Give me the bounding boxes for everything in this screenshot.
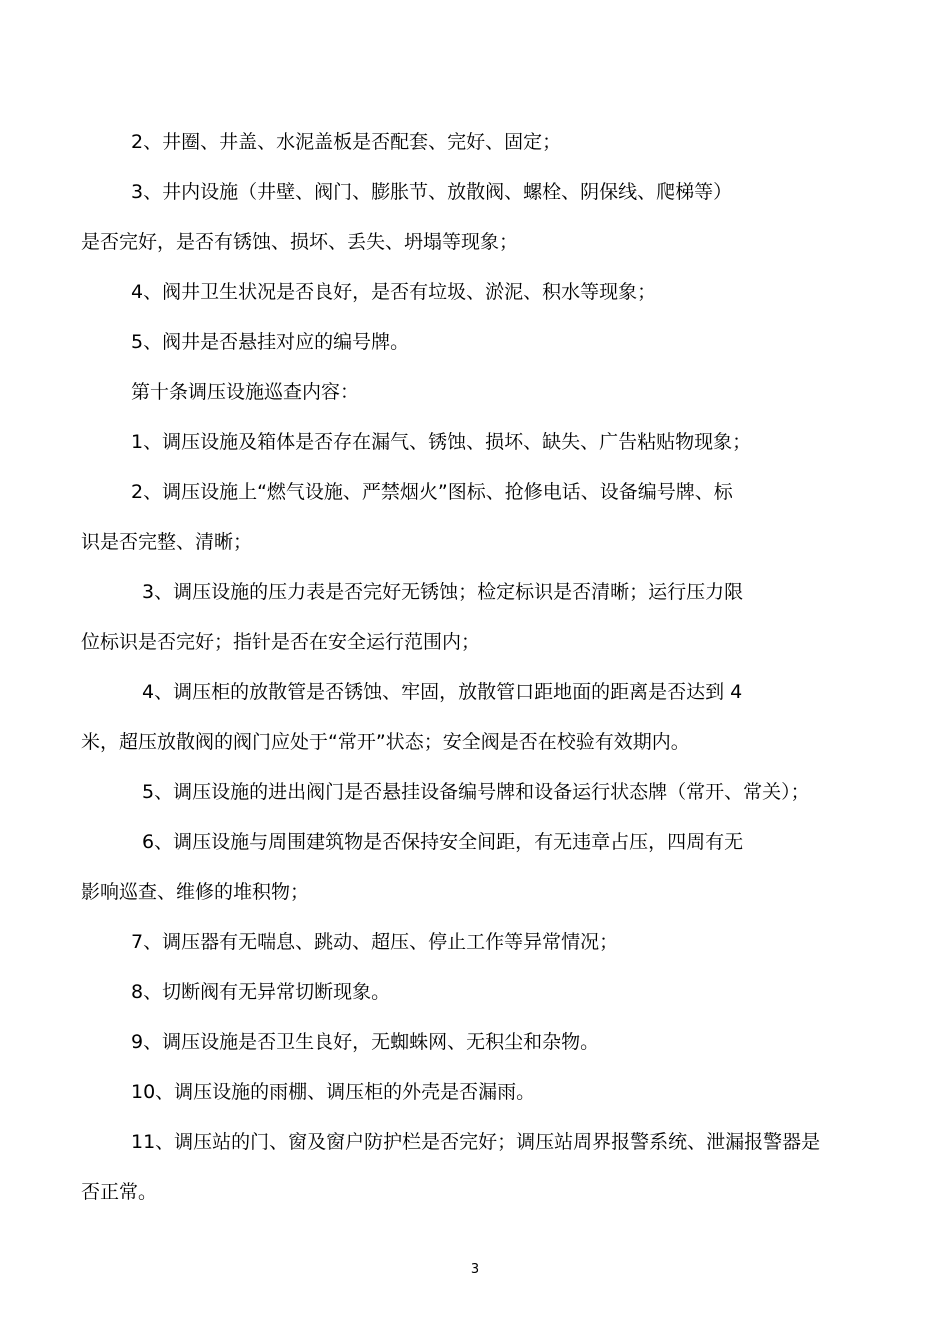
- text-line-2: 3、井内设施（井壁、阀门、膨胀节、放散阀、螺栓、阴保线、爬梯等）: [131, 181, 733, 203]
- text-line-16: 影响巡查、维修的堆积物；: [81, 881, 310, 903]
- text-line-5: 5、阀井是否悬挂对应的编号牌。: [131, 331, 410, 353]
- text-line-9: 识是否完整、清晰；: [81, 531, 253, 553]
- text-line-15: 6、调压设施与周围建筑物是否保持安全间距，有无违章占压，四周有无: [142, 831, 744, 853]
- text-line-12: 4、调压柜的放散管是否锈蚀、牢固，放散管口距地面的距离是否达到 4: [142, 681, 743, 703]
- text-line-11: 位标识是否完好；指针是否在安全运行范围内；: [81, 631, 481, 653]
- text-line-10: 3、调压设施的压力表是否完好无锈蚀；检定标识是否清晰；运行压力限: [142, 581, 744, 603]
- section-heading: 第十条调压设施巡查内容：: [131, 381, 360, 403]
- text-line-13: 米，超压放散阀的阀门应处于“常开”状态；安全阀是否在校验有效期内。: [81, 731, 690, 753]
- text-line-4: 4、阀井卫生状况是否良好，是否有垃圾、淤泥、积水等现象；: [131, 281, 657, 303]
- text-line-20: 10、调压设施的雨棚、调压柜的外壳是否漏雨。: [131, 1081, 536, 1103]
- text-line-17: 7、调压器有无喘息、跳动、超压、停止工作等异常情况；: [131, 931, 619, 953]
- page-number: 3: [470, 1262, 480, 1277]
- text-line-21: 11、调压站的门、窗及窗户防护栏是否完好；调压站周界报警系统、泄漏报警器是: [131, 1131, 821, 1153]
- text-line-7: 1、调压设施及箱体是否存在漏气、锈蚀、损坏、缺失、广告粘贴物现象；: [131, 431, 752, 453]
- text-line-18: 8、切断阀有无异常切断现象。: [131, 981, 391, 1003]
- text-line-22: 否正常。: [81, 1181, 158, 1203]
- text-line-8: 2、调压设施上“燃气设施、严禁烟火”图标、抢修电话、设备编号牌、标: [131, 481, 733, 503]
- text-line-19: 9、调压设施是否卫生良好，无蜘蛛网、无积尘和杂物。: [131, 1031, 600, 1053]
- text-line-14: 5、调压设施的进出阀门是否悬挂设备编号牌和设备运行状态牌（常开、常关）；: [142, 781, 810, 803]
- text-line-3: 是否完好，是否有锈蚀、损坏、丢失、坍塌等现象；: [81, 231, 519, 253]
- text-line-1: 2、井圈、井盖、水泥盖板是否配套、完好、固定；: [131, 131, 562, 153]
